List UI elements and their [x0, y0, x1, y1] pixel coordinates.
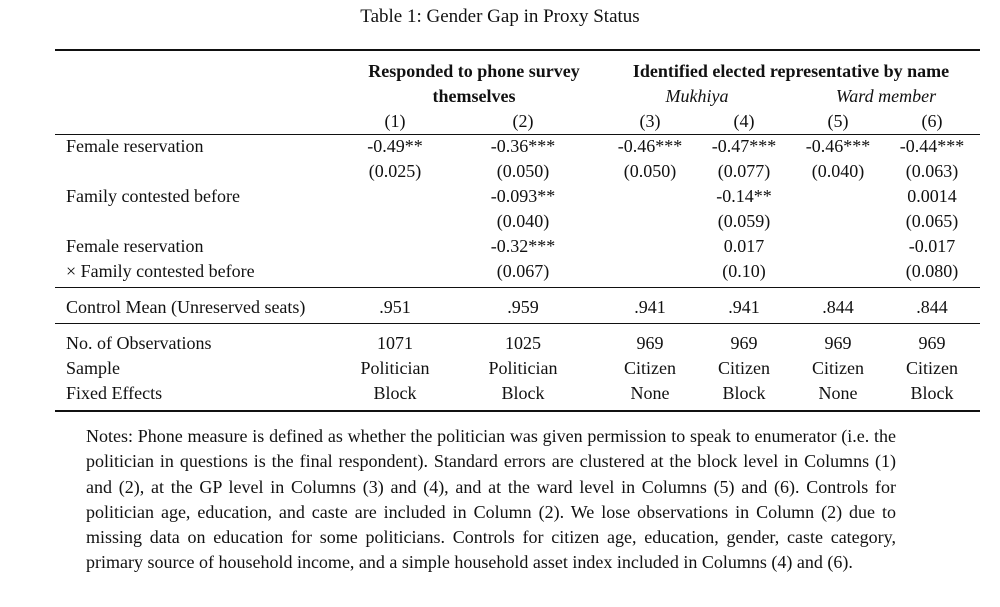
value-cell: Politician [488, 358, 558, 378]
value-cell: .941 [634, 297, 666, 317]
se-cell: (0.050) [496, 161, 550, 181]
col-number: (5) [827, 111, 849, 131]
coef-cell: 0.017 [723, 236, 765, 256]
header-sub-mukhiya: Mukhiya [665, 86, 729, 106]
coef-cell: -0.32*** [490, 236, 556, 256]
value-cell: .941 [728, 297, 760, 317]
row-label-control-mean: Control Mean (Unreserved seats) [66, 297, 306, 317]
header-group-phone-line2: themselves [432, 86, 516, 106]
col-number: (2) [512, 111, 534, 131]
coef-cell: -0.017 [908, 236, 956, 256]
mid-rule-2 [55, 323, 980, 324]
se-cell: (0.10) [722, 261, 766, 281]
se-cell: (0.025) [368, 161, 422, 181]
row-label-interaction-line2: × Family contested before [66, 261, 255, 281]
value-cell: Block [910, 383, 954, 403]
value-cell: Block [501, 383, 545, 403]
value-cell: Block [722, 383, 766, 403]
coef-cell: -0.49** [367, 136, 423, 156]
row-label-family-contested: Family contested before [66, 186, 240, 206]
se-cell: (0.050) [623, 161, 677, 181]
value-cell: 1025 [505, 333, 541, 353]
row-label-fixed-effects: Fixed Effects [66, 383, 163, 403]
value-cell: Block [373, 383, 417, 403]
table-notes: Notes: Phone measure is defined as whether the politician was given permission to speak to enumerator (i.e. the politician in questions is the final respondent). Standard errors are clustered at the block level in Columns (1) and (2), at the GP level in Columns (3) and (4), and at the ward level in Columns (5) and (6). Controls for politician age, education, and caste are included in Column (2). We lose observations in Column (2) due to missing data on education for some politicians. Controls for citizen age, education, gender, caste category, primary source of household income, and a simple household asset index included in Columns (4) and (6). [86, 426, 896, 573]
se-cell: (0.059) [717, 211, 771, 231]
coef-cell: -0.46*** [617, 136, 683, 156]
bottom-rule [55, 410, 980, 412]
value-cell: 969 [636, 333, 664, 353]
value-cell: 969 [824, 333, 852, 353]
row-label-female-reservation: Female reservation [66, 136, 204, 156]
value-cell: Politician [360, 358, 430, 378]
value-cell: 969 [730, 333, 758, 353]
header-group-identified: Identified elected representative by name [632, 61, 950, 81]
col-number: (1) [384, 111, 406, 131]
se-cell: (0.067) [496, 261, 550, 281]
mid-rule-1 [55, 287, 980, 288]
col-number: (4) [733, 111, 755, 131]
value-cell: 969 [918, 333, 946, 353]
value-cell: None [630, 383, 670, 403]
value-cell: Citizen [624, 358, 676, 378]
coef-cell: -0.46*** [805, 136, 871, 156]
row-label-observations: No. of Observations [66, 333, 212, 353]
row-label-sample: Sample [66, 358, 120, 378]
se-cell: (0.040) [496, 211, 550, 231]
se-cell: (0.080) [905, 261, 959, 281]
se-cell: (0.065) [905, 211, 959, 231]
coef-cell: 0.0014 [907, 186, 957, 206]
coef-cell: -0.47*** [711, 136, 777, 156]
value-cell: .951 [379, 297, 411, 317]
value-cell: Citizen [718, 358, 770, 378]
table-caption: Table 1: Gender Gap in Proxy Status [360, 6, 640, 27]
se-cell: (0.077) [717, 161, 771, 181]
coef-cell: -0.093** [490, 186, 556, 206]
header-group-phone-line1: Responded to phone survey [368, 61, 580, 81]
col-number: (3) [639, 111, 661, 131]
coef-cell: -0.14** [716, 186, 772, 206]
se-cell: (0.040) [811, 161, 865, 181]
value-cell: .844 [916, 297, 948, 317]
coef-cell: -0.44*** [899, 136, 965, 156]
value-cell: Citizen [906, 358, 958, 378]
top-rule [55, 49, 980, 51]
value-cell: .844 [822, 297, 854, 317]
header-sub-ward-member: Ward member [835, 86, 937, 106]
value-cell: Citizen [812, 358, 864, 378]
value-cell: .959 [507, 297, 539, 317]
value-cell: None [818, 383, 858, 403]
value-cell: 1071 [377, 333, 413, 353]
se-cell: (0.063) [905, 161, 959, 181]
row-label-interaction-line1: Female reservation [66, 236, 204, 256]
col-number: (6) [921, 111, 943, 131]
coef-cell: -0.36*** [490, 136, 556, 156]
